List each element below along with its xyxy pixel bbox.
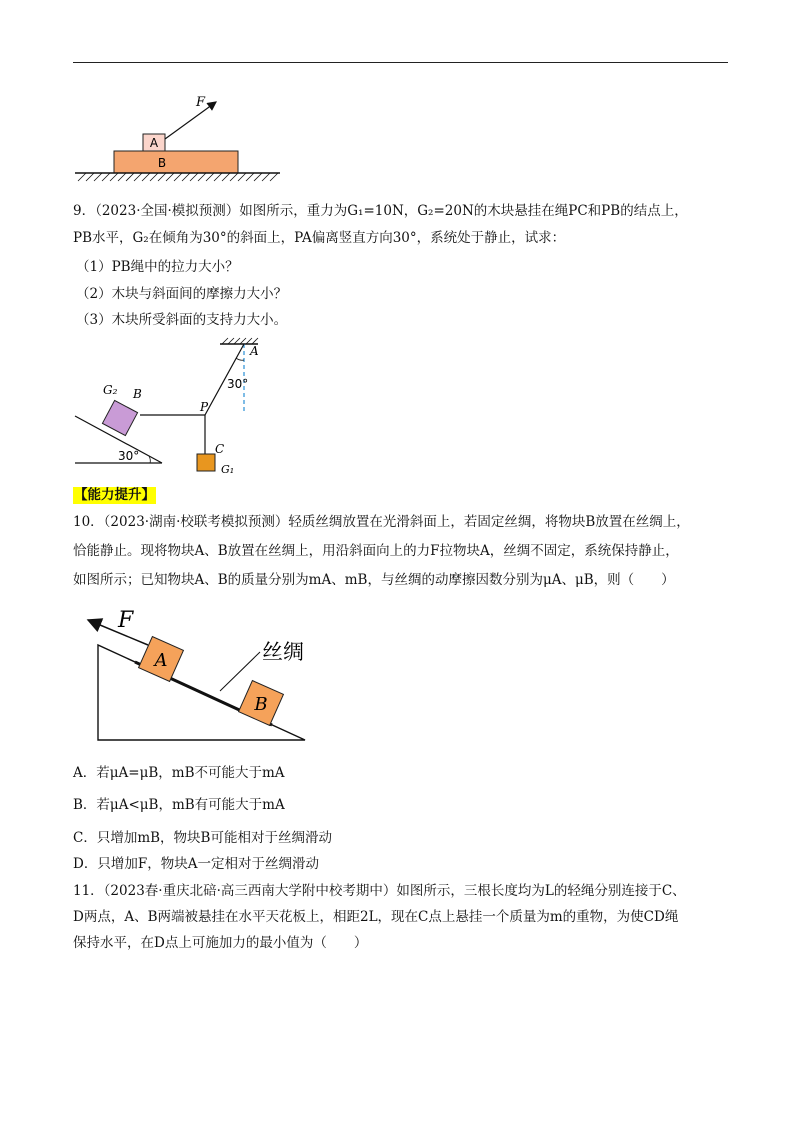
block-g2 [102, 400, 137, 435]
label-g2: G₂ [103, 383, 118, 397]
q10-figure [80, 605, 315, 745]
label-b: B [133, 387, 142, 401]
q11-line1: 11．（2023春·重庆北碚·高三西南大学附中校考期中）如图所示，三根长度均为L的轻绳分别连接于C、 [73, 883, 686, 899]
label-c: C [215, 442, 225, 456]
q10-line2: 恰能静止。现将物块A、B放置在丝绸上，用沿斜面向上的力F拉物块A，丝绸不固定，系统保持静止， [73, 543, 679, 559]
q10-option-c: C．只增加mB，物块B可能相对于丝绸滑动 [73, 830, 332, 846]
q10-option-a: A．若μA=μB，mB不可能大于mA [73, 765, 285, 781]
label-b-q10: B [254, 694, 268, 715]
label-a-q10: A [154, 650, 168, 671]
q9-item3: （3）木块所受斜面的支持力大小。 [76, 312, 288, 328]
block-b-label: B [157, 156, 167, 170]
block-b [114, 151, 238, 173]
block-g1 [197, 454, 215, 471]
ground-hatching [78, 173, 278, 181]
q9-item1: （1）PB绳中的拉力大小？ [76, 259, 239, 275]
q10-option-b: B．若μA<μB，mB有可能大于mA [73, 797, 285, 813]
force-arrow [165, 102, 216, 139]
label-g1: G₁ [221, 463, 235, 476]
q10-line3: 如图所示；已知物块A、B的质量分别为mA、mB，与丝绸的动摩擦因数分别为μA、μB，则（ ） [73, 572, 675, 588]
block-a-label: A [149, 136, 159, 150]
label-a: A [250, 344, 259, 358]
force-label: F [196, 95, 206, 110]
blocks-force-figure [70, 92, 290, 187]
label-f-q10: F [118, 608, 134, 633]
q9-line2: PB水平，G₂在倾角为30°的斜面上，PA偏离竖直方向30°，系统处于静止，试求： [73, 230, 566, 246]
label-p: P [200, 400, 209, 414]
header-rule [73, 62, 728, 63]
q11-line2: D两点，A、B两端被悬挂在水平天花板上，相距2L，现在C点上悬挂一个质量为m的重物，为使CD绳 [73, 909, 679, 925]
q9-item2: （2）木块与斜面间的摩擦力大小？ [76, 286, 288, 302]
q11-line3: 保持水平，在D点上可施加力的最小值为（ ） [73, 935, 368, 951]
angle-arc-a [236, 358, 244, 360]
q10-option-d: D．只增加F，物块A一定相对于丝绸滑动 [73, 856, 319, 872]
label-angle-a: 30° [227, 377, 249, 391]
label-angle-incline: 30° [118, 449, 140, 463]
section-label: 【能力提升】 [74, 487, 155, 503]
q9-figure [70, 332, 270, 482]
q10-line1: 10．（2023·湖南·校联考模拟预测）轻质丝绸放置在光滑斜面上，若固定丝绸，将物块B放置在丝绸上， [73, 514, 690, 530]
q9-line1: 9．（2023·全国·模拟预测）如图所示，重力为G₁=10N，G₂=20N的木块悬挂在绳PC和PB的结点上， [73, 203, 688, 219]
label-silk: 丝绸 [262, 640, 304, 664]
